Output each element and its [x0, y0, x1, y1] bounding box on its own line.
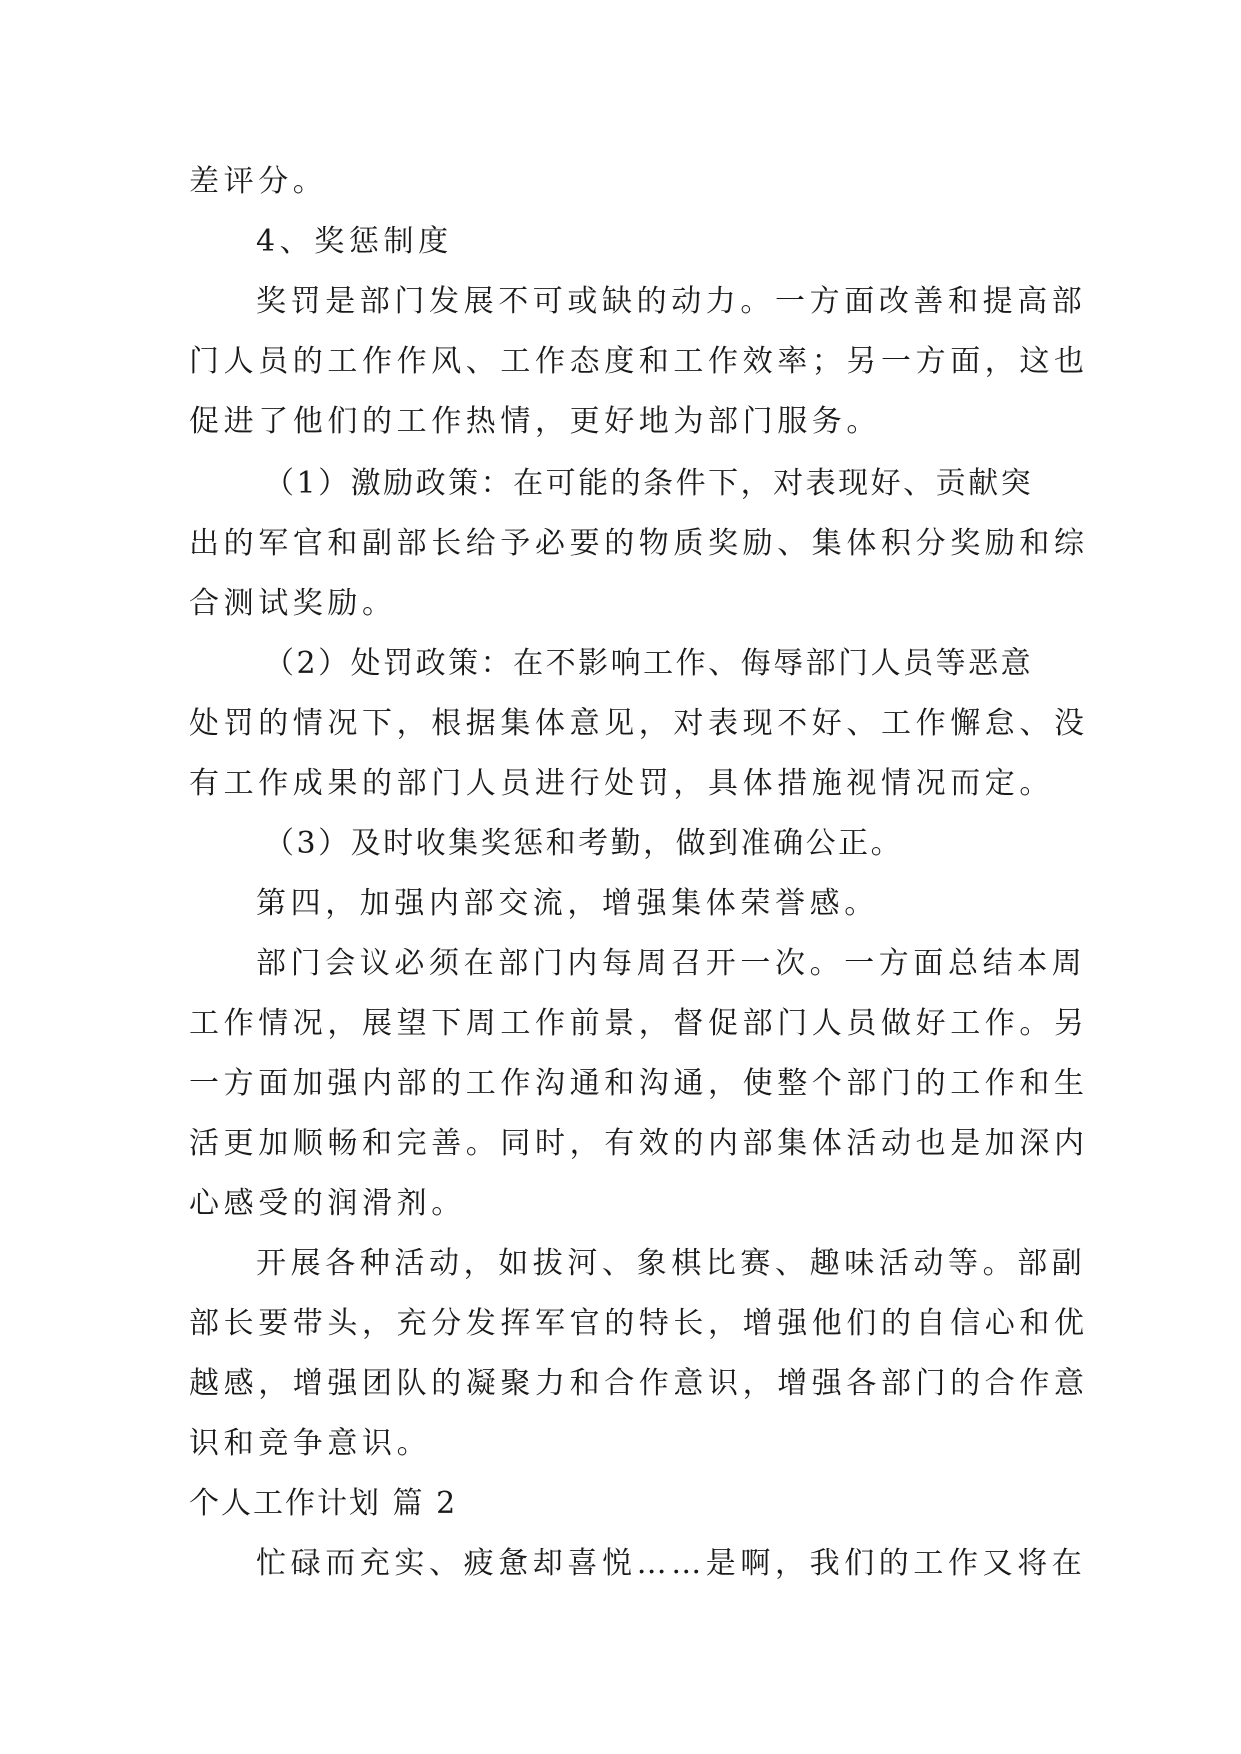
paragraph-line: （3）及时收集奖惩和考勤，做到准确公正。	[264, 826, 904, 861]
paragraph-line: 越感，增强团队的凝聚力和合作意识，增强各部门的合作意	[189, 1366, 1089, 1401]
paragraph-line: 工作情况，展望下周工作前景，督促部门人员做好工作。另	[189, 1006, 1089, 1041]
paragraph-line: 差评分。	[189, 164, 328, 199]
paragraph-line: 识和竞争意识。	[189, 1426, 432, 1461]
paragraph-line: 部门会议必须在部门内每周召开一次。一方面总结本周	[256, 946, 1087, 981]
paragraph-line: 忙碌而充实、疲惫却喜悦……是啊，我们的工作又将在	[256, 1546, 1087, 1581]
paragraph-line: 有工作成果的部门人员进行处罚，具体措施视情况而定。	[189, 766, 1054, 801]
paragraph-line: 门人员的工作作风、工作态度和工作效率；另一方面，这也	[189, 344, 1089, 379]
paragraph-line: 奖罚是部门发展不可或缺的动力。一方面改善和提高部	[256, 284, 1087, 319]
paragraph-line: 活更加顺畅和完善。同时，有效的内部集体活动也是加深内	[189, 1126, 1089, 1161]
paragraph-line: 促进了他们的工作热情，更好地为部门服务。	[189, 404, 881, 439]
section-heading: 4、奖惩制度	[256, 224, 453, 259]
paragraph-line: 合测试奖励。	[189, 586, 397, 621]
paragraph-line: 出的军官和副部长给予必要的物质奖励、集体积分奖励和综	[189, 526, 1089, 561]
paragraph-line: （1）激励政策：在可能的条件下，对表现好、贡献突	[264, 466, 1034, 501]
section-title: 个人工作计划 篇 2	[189, 1486, 458, 1521]
paragraph-line: 第四，加强内部交流，增强集体荣誉感。	[256, 886, 879, 921]
paragraph-line: （2）处罚政策：在不影响工作、侮辱部门人员等恶意	[264, 646, 1034, 681]
paragraph-line: 开展各种活动，如拔河、象棋比赛、趣味活动等。部副	[256, 1246, 1087, 1281]
paragraph-line: 一方面加强内部的工作沟通和沟通，使整个部门的工作和生	[189, 1066, 1089, 1101]
paragraph-line: 心感受的润滑剂。	[189, 1186, 466, 1221]
paragraph-line: 处罚的情况下，根据集体意见，对表现不好、工作懈怠、没	[189, 706, 1089, 741]
paragraph-line: 部长要带头，充分发挥军官的特长，增强他们的自信心和优	[189, 1306, 1089, 1341]
